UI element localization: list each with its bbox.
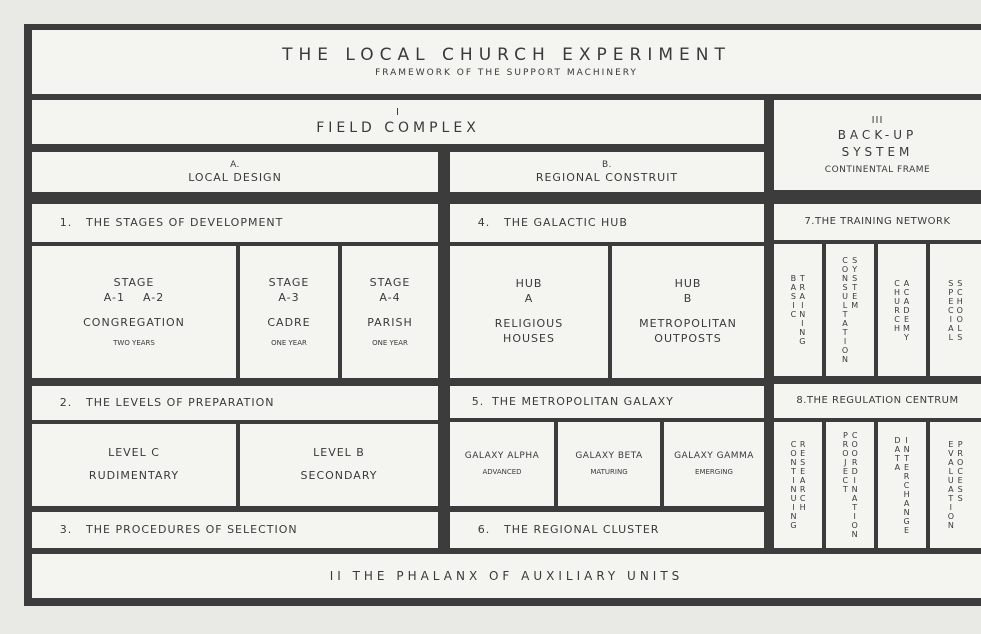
- vertical-letter: V: [948, 449, 954, 458]
- local-design-box: [32, 152, 438, 192]
- vertical-letter: T: [948, 494, 954, 503]
- vertical-letter: E: [800, 449, 806, 458]
- vertical-letter: I: [905, 435, 908, 445]
- vertical-letter: D: [894, 435, 901, 445]
- vertical-letter: T: [799, 274, 805, 283]
- regional-label: REGIONAL CONSTRUIT: [535, 170, 679, 184]
- training-column: [774, 244, 822, 376]
- galaxy-desc: EMERGING: [695, 468, 733, 477]
- vertical-letter: A: [894, 444, 901, 454]
- vertical-letter: T: [894, 453, 900, 463]
- stage-box: [32, 246, 236, 378]
- galaxy-desc: MATURING: [590, 468, 628, 477]
- level-name: LEVEL C: [108, 446, 160, 460]
- vertical-text: [852, 431, 858, 539]
- vertical-letter: I: [949, 503, 953, 512]
- regional-box: [450, 152, 764, 192]
- vertical-letter: U: [947, 476, 954, 485]
- hub-box: [612, 246, 764, 378]
- vertical-letter: S: [852, 274, 858, 283]
- training-column: [878, 244, 926, 376]
- vertical-letter: A: [851, 494, 858, 503]
- vertical-letter: E: [904, 525, 910, 535]
- section-4-label: THE GALACTIC HUB: [504, 215, 628, 229]
- vertical-letter: N: [903, 444, 910, 454]
- level-box: [32, 424, 236, 506]
- vertical-letter: E: [903, 314, 910, 324]
- backup-line2: SYSTEM: [841, 144, 914, 159]
- hub-title: HUB: [674, 277, 702, 291]
- vertical-letter: A: [948, 458, 954, 467]
- vertical-letter: S: [790, 292, 796, 301]
- vertical-letter: R: [957, 449, 963, 458]
- vertical-letter: S: [852, 256, 858, 265]
- vertical-letter: C: [956, 287, 963, 297]
- vertical-letter: O: [956, 314, 963, 324]
- vertical-letter: O: [956, 305, 963, 315]
- vertical-letter: I: [853, 476, 856, 485]
- hub-line2: HOUSES: [503, 331, 555, 345]
- vertical-letter: H: [894, 323, 901, 333]
- vertical-letter: I: [801, 319, 804, 328]
- vertical-letter: U: [894, 296, 900, 306]
- vertical-text: [894, 436, 900, 535]
- backup-line1: BACK-UP: [837, 128, 918, 143]
- vertical-letter: Y: [852, 265, 858, 274]
- auxiliary-label: II THE PHALANX OF AUXILIARY UNITS: [329, 568, 684, 583]
- stage-duration: TWO YEARS: [113, 338, 155, 347]
- vertical-letter: E: [852, 292, 858, 301]
- training-column: [826, 244, 874, 376]
- vertical-letter: S: [957, 494, 963, 503]
- section-5-number: 5.: [471, 394, 485, 408]
- vertical-letter: N: [851, 530, 858, 539]
- hub-title: HUB: [515, 277, 543, 291]
- vertical-text: [842, 256, 848, 364]
- vertical-letter: G: [903, 516, 910, 526]
- vertical-letter: P: [948, 287, 954, 297]
- section-7-header: [774, 204, 981, 240]
- local-design-label: LOCAL DESIGN: [188, 170, 282, 184]
- section-5-label: THE METROPOLITAN GALAXY: [492, 394, 674, 408]
- hub-box: [450, 246, 608, 378]
- vertical-text: [948, 279, 954, 342]
- vertical-letter: H: [956, 296, 963, 306]
- vertical-letter: C: [948, 305, 954, 315]
- vertical-letter: A: [799, 292, 806, 301]
- vertical-letter: N: [790, 458, 797, 467]
- vertical-letter: S: [948, 278, 954, 288]
- hub-line1: METROPOLITAN: [639, 317, 737, 330]
- auxiliary-units-box: [32, 554, 981, 598]
- galaxy-desc: ADVANCED: [482, 468, 522, 477]
- regulation-column: [930, 422, 981, 548]
- section-4-number: 4.: [477, 215, 491, 229]
- stage-title: STAGE: [369, 276, 411, 290]
- training-column: [930, 244, 981, 376]
- stage-code: A-3: [278, 290, 300, 304]
- vertical-letter: E: [904, 462, 910, 472]
- vertical-letter: U: [842, 292, 848, 301]
- regulation-column: [878, 422, 926, 548]
- hub-line1: RELIGIOUS: [494, 317, 564, 330]
- galaxy-name: GALAXY ALPHA: [464, 451, 540, 462]
- vertical-letter: H: [903, 489, 910, 499]
- vertical-letter: N: [790, 512, 797, 521]
- diagram-title: THE LOCAL CHURCH EXPERIMENT: [282, 45, 731, 66]
- vertical-letter: H: [799, 503, 806, 512]
- vertical-letter: C: [842, 476, 849, 485]
- section-6-label: THE REGIONAL CLUSTER: [504, 522, 660, 536]
- vertical-letter: N: [799, 328, 806, 337]
- vertical-letter: P: [842, 431, 848, 440]
- section-6-number: 6.: [477, 522, 491, 536]
- vertical-letter: I: [801, 301, 804, 310]
- vertical-letter: O: [790, 449, 797, 458]
- vertical-letter: J: [844, 458, 847, 467]
- vertical-letter: N: [842, 274, 849, 283]
- vertical-letter: R: [842, 440, 849, 449]
- section-2-label: THE LEVELS OF PREPARATION: [86, 395, 275, 409]
- vertical-letter: A: [948, 323, 954, 333]
- vertical-letter: E: [800, 467, 806, 476]
- vertical-letter: I: [949, 314, 953, 324]
- vertical-letter: S: [957, 485, 963, 494]
- vertical-letter: C: [894, 278, 900, 288]
- vertical-letter: A: [894, 462, 901, 472]
- vertical-letter: L: [948, 332, 954, 342]
- vertical-letter: T: [852, 503, 858, 512]
- vertical-letter: N: [790, 485, 797, 494]
- vertical-letter: A: [903, 278, 910, 288]
- vertical-letter: I: [792, 476, 795, 485]
- vertical-letter: L: [842, 301, 848, 310]
- hub-code: B: [683, 292, 693, 306]
- section-8-header: [774, 384, 981, 418]
- vertical-letter: R: [799, 440, 806, 449]
- section-2-header: [32, 386, 438, 420]
- section-8-label: 8.THE REGULATION CENTRUM: [796, 395, 959, 407]
- vertical-letter: R: [799, 485, 806, 494]
- vertical-text: [851, 256, 858, 364]
- field-complex-box: [32, 100, 764, 144]
- stage-box: [240, 246, 338, 378]
- stage-code: A-1: [103, 290, 125, 304]
- vertical-letter: T: [842, 485, 848, 494]
- vertical-letter: I: [843, 337, 847, 346]
- vertical-text: [894, 279, 900, 342]
- vertical-letter: C: [851, 431, 858, 440]
- vertical-letter: C: [903, 480, 910, 490]
- galaxy-name: GALAXY BETA: [575, 451, 643, 462]
- vertical-letter: O: [841, 265, 849, 274]
- local-design-letter: A.: [230, 159, 240, 170]
- vertical-letter: Y: [904, 332, 909, 342]
- vertical-letter: E: [842, 467, 848, 476]
- vertical-letter: S: [957, 332, 963, 342]
- vertical-letter: R: [894, 305, 900, 315]
- level-name: LEVEL B: [313, 446, 365, 460]
- vertical-letter: M: [851, 301, 859, 310]
- section-4-header: [450, 204, 764, 242]
- hub-code: A: [524, 292, 534, 306]
- vertical-letter: O: [851, 449, 858, 458]
- section-7-label: 7.THE TRAINING NETWORK: [804, 216, 951, 228]
- vertical-letter: S: [842, 283, 848, 292]
- section-2-number: 2.: [59, 395, 73, 409]
- vertical-letter: C: [903, 287, 910, 297]
- vertical-letter: M: [903, 323, 910, 333]
- vertical-letter: C: [790, 440, 797, 449]
- field-complex-numeral: I: [396, 106, 400, 118]
- backup-numeral: III: [871, 114, 884, 126]
- vertical-letter: A: [903, 498, 910, 508]
- vertical-letter: O: [851, 521, 858, 530]
- stage-duration: ONE YEAR: [271, 338, 307, 347]
- vertical-letter: U: [790, 494, 797, 503]
- vertical-letter: A: [948, 485, 954, 494]
- vertical-letter: C: [790, 310, 797, 319]
- vertical-letter: N: [851, 485, 858, 494]
- vertical-text: [790, 440, 796, 530]
- section-1-number: 1.: [59, 215, 73, 229]
- vertical-letter: B: [790, 274, 797, 283]
- vertical-letter: C: [957, 467, 963, 476]
- vertical-text: [948, 440, 954, 530]
- section-3-label: THE PROCEDURES OF SELECTION: [86, 522, 298, 536]
- vertical-letter: O: [947, 512, 954, 521]
- vertical-text: [957, 279, 963, 342]
- vertical-letter: T: [904, 453, 910, 463]
- vertical-letter: E: [948, 440, 954, 449]
- vertical-letter: E: [948, 296, 954, 306]
- vertical-letter: O: [851, 440, 858, 449]
- vertical-text: [799, 274, 805, 346]
- vertical-letter: A: [799, 476, 806, 485]
- stage-title: STAGE: [113, 276, 155, 290]
- vertical-letter: S: [800, 458, 806, 467]
- vertical-letter: I: [792, 503, 795, 512]
- level-box: [240, 424, 438, 506]
- regulation-column: [774, 422, 822, 548]
- vertical-letter: G: [799, 337, 806, 346]
- vertical-text: [903, 279, 910, 342]
- vertical-letter: D: [851, 467, 858, 476]
- vertical-letter: S: [957, 278, 963, 288]
- title-box: [32, 30, 981, 94]
- vertical-letter: H: [894, 287, 901, 297]
- section-1-header: [32, 204, 438, 242]
- vertical-letter: D: [903, 305, 910, 315]
- stage-code: A-4: [379, 290, 401, 304]
- regulation-column: [826, 422, 874, 548]
- level-desc: RUDIMENTARY: [88, 469, 180, 482]
- galaxy-box: [664, 422, 764, 506]
- vertical-letter: T: [852, 283, 858, 292]
- regional-letter: B.: [601, 159, 613, 170]
- section-3-number: 3.: [59, 522, 73, 536]
- vertical-letter: C: [894, 314, 900, 324]
- field-complex-label: FIELD COMPLEX: [316, 120, 480, 137]
- level-desc: SECONDARY: [300, 469, 378, 482]
- vertical-letter: N: [799, 310, 806, 319]
- vertical-letter: A: [842, 319, 848, 328]
- vertical-text: [957, 440, 963, 530]
- vertical-letter: I: [853, 512, 856, 521]
- vertical-letter: G: [790, 521, 797, 530]
- vertical-letter: N: [947, 521, 954, 530]
- vertical-letter: L: [957, 323, 963, 333]
- backup-sub: CONTINENTAL FRAME: [824, 164, 931, 175]
- vertical-letter: O: [842, 449, 849, 458]
- vertical-letter: T: [791, 467, 796, 476]
- galaxy-box: [558, 422, 660, 506]
- vertical-letter: T: [842, 310, 848, 319]
- vertical-letter: I: [792, 301, 795, 310]
- stage-code: A-2: [143, 290, 165, 304]
- vertical-letter: A: [903, 296, 910, 306]
- vertical-letter: O: [957, 458, 964, 467]
- vertical-letter: N: [842, 355, 849, 364]
- vertical-letter: O: [841, 346, 849, 355]
- galaxy-name: GALAXY GAMMA: [674, 451, 754, 462]
- section-6-header: [450, 512, 764, 548]
- vertical-letter: R: [903, 471, 910, 481]
- vertical-letter: E: [957, 476, 963, 485]
- vertical-letter: T: [842, 328, 848, 337]
- vertical-letter: R: [799, 283, 806, 292]
- vertical-letter: C: [799, 494, 806, 503]
- vertical-text: [903, 436, 909, 535]
- vertical-letter: C: [842, 256, 848, 265]
- section-3-header: [32, 512, 438, 548]
- vertical-letter: L: [948, 467, 954, 476]
- vertical-text: [842, 431, 848, 539]
- stage-name: CONGREGATION: [83, 315, 185, 329]
- stage-name: PARISH: [367, 315, 413, 329]
- galaxy-box: [450, 422, 554, 506]
- stage-box: [342, 246, 438, 378]
- section-1-label: THE STAGES OF DEVELOPMENT: [86, 215, 284, 229]
- vertical-letter: A: [790, 283, 797, 292]
- backup-system-box: [774, 100, 981, 190]
- vertical-text: [800, 440, 806, 530]
- vertical-letter: N: [903, 507, 910, 517]
- stage-title: STAGE: [268, 276, 310, 290]
- stage-name: CADRE: [267, 315, 311, 329]
- diagram-subtitle: FRAMEWORK OF THE SUPPORT MACHINERY: [375, 68, 638, 79]
- vertical-text: [791, 274, 797, 346]
- vertical-letter: R: [851, 458, 858, 467]
- section-5-header: [450, 386, 764, 418]
- hub-line2: OUTPOSTS: [654, 331, 722, 345]
- stage-duration: ONE YEAR: [372, 338, 408, 347]
- vertical-letter: P: [957, 440, 963, 449]
